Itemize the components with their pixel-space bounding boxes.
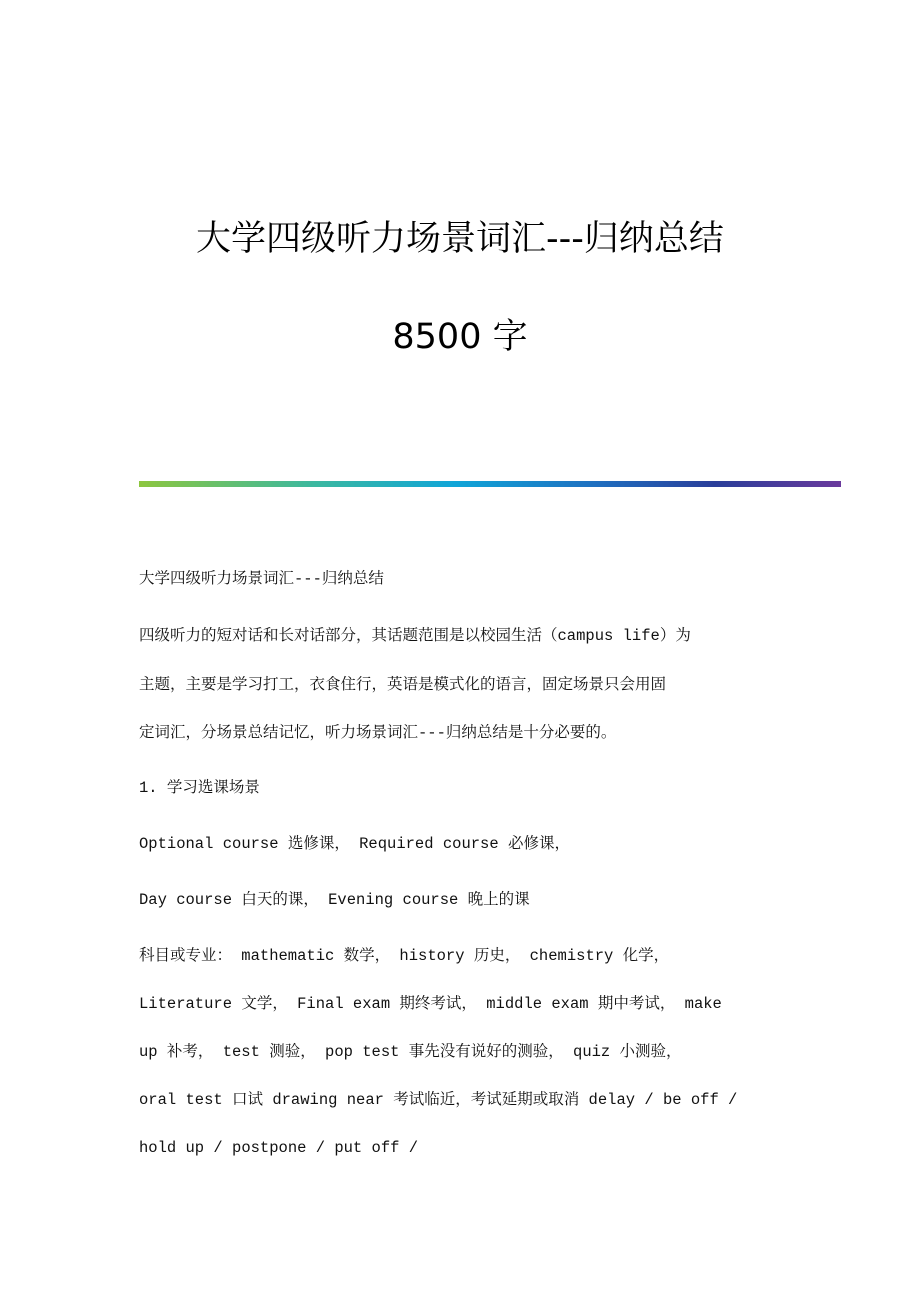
- paragraph-line: Literature 文学， Final exam 期终考试， middle exam 期中考试， make: [139, 995, 722, 1013]
- paragraph-line: Day course 白天的课， Evening course 晚上的课: [139, 891, 530, 909]
- paragraph-line: Optional course 选修课， Required course 必修课，: [139, 835, 570, 853]
- paragraph-line: oral test 口试 drawing near 考试临近，考试延期或取消 delay / be off /: [139, 1091, 738, 1109]
- gradient-divider: [139, 481, 841, 487]
- document-title-line-2: 8500 字: [392, 317, 528, 357]
- paragraph-line: hold up / postpone / put off /: [139, 1139, 419, 1157]
- paragraph-line: 四级听力的短对话和长对话部分，其话题范围是以校园生活（campus life）为: [139, 627, 691, 645]
- section-heading: 1. 学习选课场景: [139, 779, 260, 797]
- paragraph-line: up 补考， test 测验， pop test 事先没有说好的测验， quiz 小测验，: [139, 1043, 682, 1061]
- document-title-line-1: 大学四级听力场景词汇---归纳总结: [196, 219, 724, 259]
- paragraph-line: 主题，主要是学习打工，衣食住行，英语是模式化的语言，固定场景只会用固: [139, 676, 667, 694]
- paragraph-line: 定词汇，分场景总结记忆，听力场景词汇---归纳总结是十分必要的。: [139, 724, 617, 742]
- paragraph-line: 科目或专业： mathematic 数学， history 历史， chemistry 化学，: [139, 947, 670, 965]
- subtitle-paragraph: 大学四级听力场景词汇---归纳总结: [139, 570, 384, 588]
